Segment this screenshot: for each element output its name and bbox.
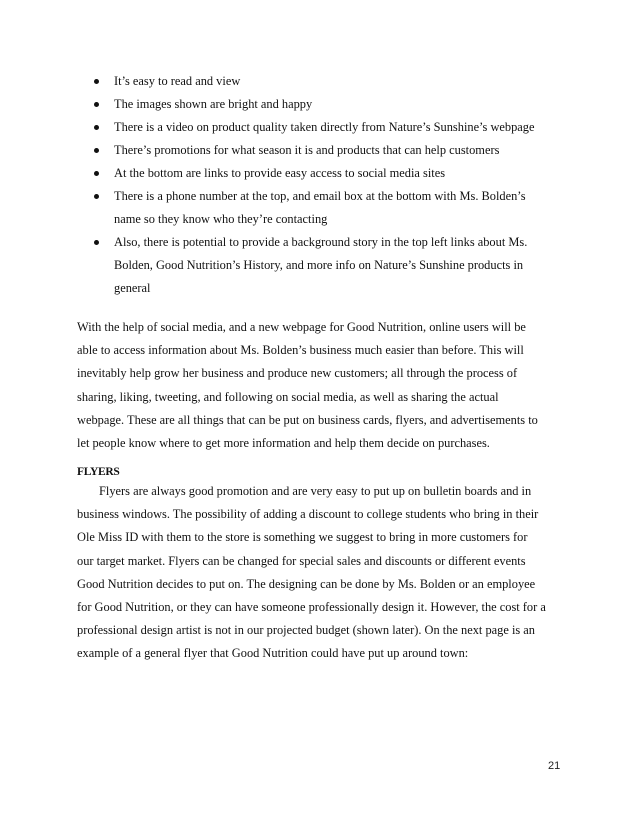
page-number: 21 bbox=[548, 760, 561, 772]
bullet-item bbox=[0, 139, 638, 162]
bullet-text: There is a phone number at the top, and email box at the bottom with Ms. Bolden’s name so they know who they’re contacting bbox=[114, 189, 526, 226]
bullet-text: Also, there is potential to provide a background story in the top left links about Ms. Bolden, Good Nutrition’s History, and more info on Nature’s Sunshine products in general bbox=[114, 235, 528, 295]
bullet-icon bbox=[94, 148, 99, 153]
flyers-heading: FLYERS bbox=[77, 466, 120, 478]
bullet-item bbox=[0, 116, 638, 139]
bullet-item bbox=[0, 231, 638, 300]
bullet-icon bbox=[94, 171, 99, 176]
bullet-text: It’s easy to read and view bbox=[114, 74, 241, 88]
feature-bullet-list bbox=[0, 70, 638, 300]
bullet-text: There’s promotions for what season it is and products that can help customers bbox=[114, 143, 500, 157]
bullet-item bbox=[0, 93, 638, 116]
bullet-icon bbox=[94, 102, 99, 107]
bullet-text: The images shown are bright and happy bbox=[114, 97, 313, 111]
bullet-text: At the bottom are links to provide easy access to social media sites bbox=[114, 166, 446, 180]
bullet-text: There is a video on product quality taken directly from Nature’s Sunshine’s webpage bbox=[114, 120, 535, 134]
bullet-icon bbox=[94, 194, 99, 199]
bullet-icon bbox=[94, 79, 99, 84]
bullet-item bbox=[0, 70, 638, 93]
bullet-item bbox=[0, 185, 638, 231]
bullet-icon bbox=[94, 240, 99, 245]
bullet-item bbox=[0, 162, 638, 185]
social-media-paragraph: With the help of social media, and a new webpage for Good Nutrition, online users will be able to access information about Ms. Bolden’s business much easier than before. This will inevitably help grow her business and produce new customers; all through the process of sharing, liking, tweeting, and following on social media, as well as sharing the actual webpage. These are all things that can be put on business cards, flyers, and advertisements to let people know where to get more information and help them decide on purchases. bbox=[77, 320, 538, 451]
flyers-paragraph: Flyers are always good promotion and are very easy to put up on bulletin boards and in business windows. The possibility of adding a discount to college students who bring in their Ole Miss ID with them to the store is something we suggest to bring in more customers for our target market. Flyers can be changed for special sales and discounts or different events Good Nutrition decides to put on. The designing can be done by Ms. Bolden or an employee for Good Nutrition, or they can have someone professionally design it. However, the cost for a professional design artist is not in our projected budget (shown later). On the next page is an example of a general flyer that Good Nutrition could have put up around town: bbox=[77, 484, 546, 661]
bullet-icon bbox=[94, 125, 99, 130]
